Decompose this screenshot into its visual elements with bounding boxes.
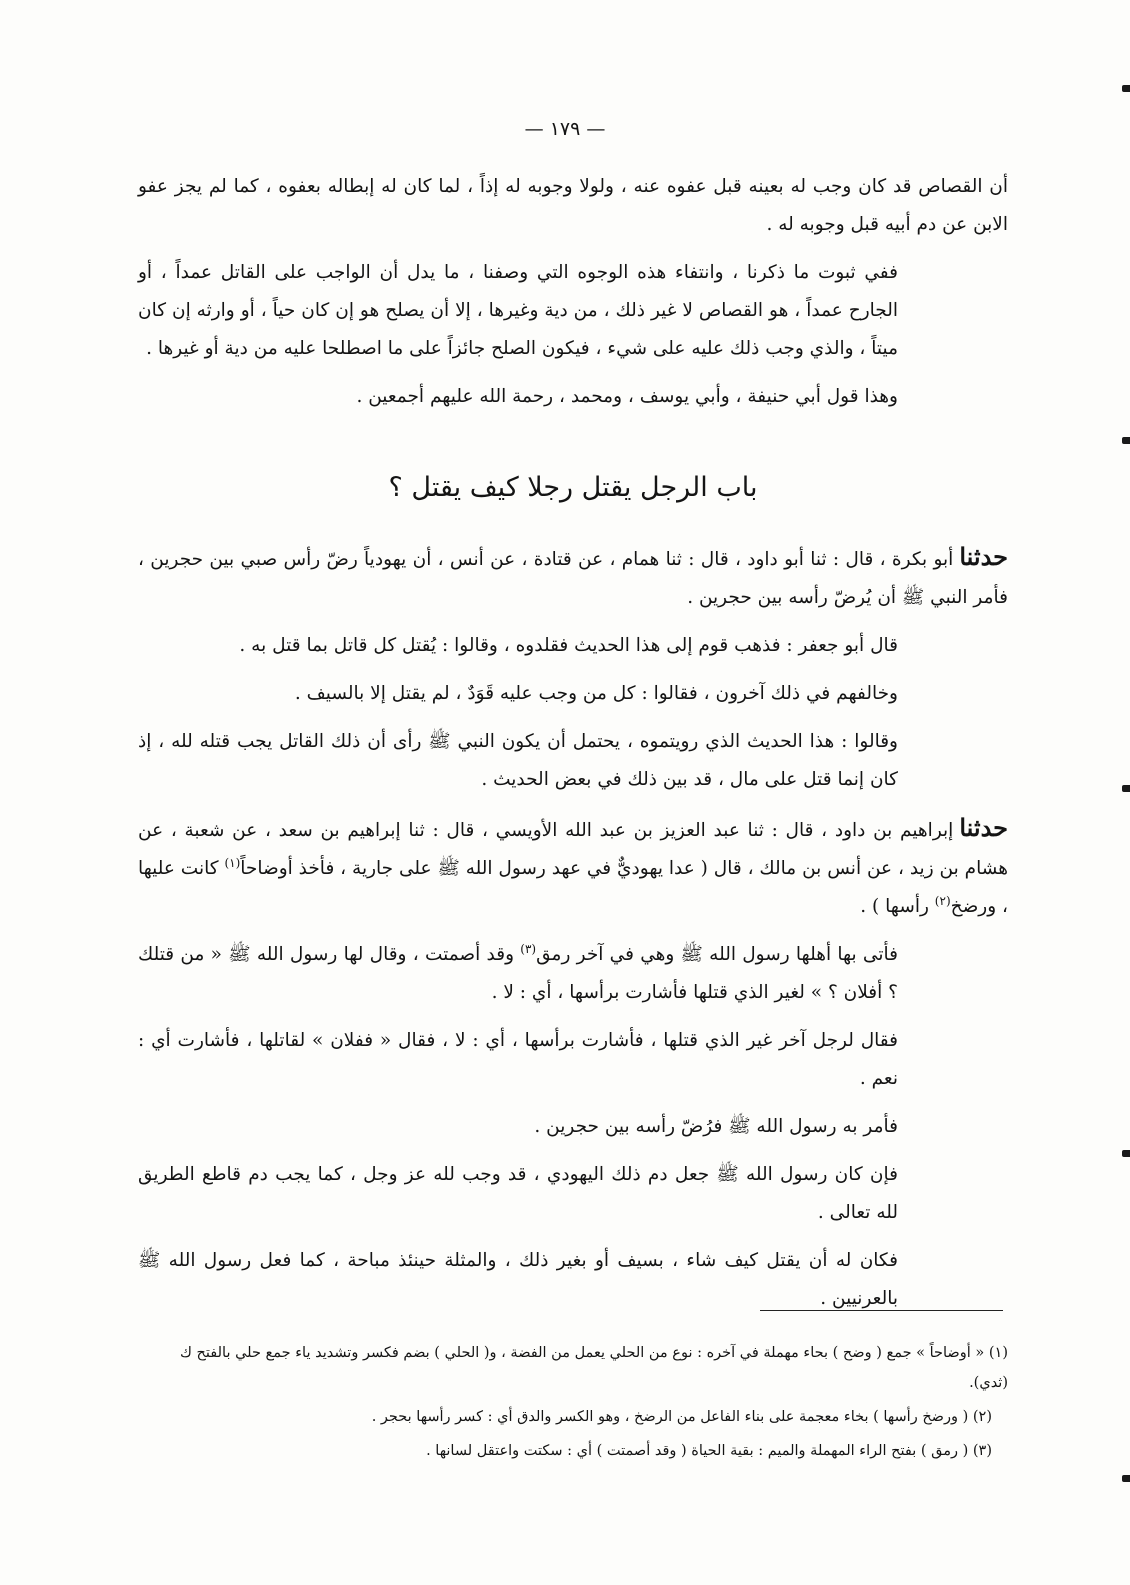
- paragraph: قال أبو جعفر : فذهب قوم إلى هذا الحديث فقلدوه ، وقالوا : يُقتل كل قاتل بما قتل به .: [239, 635, 898, 656]
- footnote: (٢) ( ورضخ رأسها ) بخاء معجمة على بناء الفاعل من الرضخ ، وهو الكسر والدق أي : كسر رأسها بحجر .: [371, 1409, 992, 1425]
- footnote: (١) « أوضاحاً » جمع ( وضح ) بحاء مهملة في آخره : نوع من الحلي يعمل من الفضة ، و( الحلي ) بضم فكسر وتشديد ياء جمع حلي بالفتح ك (ثدي).: [179, 1345, 1008, 1391]
- paragraph: ففي ثبوت ما ذكرنا ، وانتفاء هذه الوجوه التي وصفنا ، ما يدل أن الواجب على القاتل عمداً ، أو الجارح عمداً ، هو القصاص لا غير ذلك ، من دية وغيرها ، إلا أن يصلح هو إن كان حياً ، أو وارثه إن كان ميتاً ، والذي وجب ذلك عليه على شيء ، فيكون الصلح جائزاً على ما اصطلحا عليه من دية أو غيرها .: [138, 262, 898, 359]
- footnote-ref[interactable]: (٣): [520, 941, 537, 956]
- page-number: — ١٧٩ —: [524, 118, 606, 140]
- scan-edge-mark: [1122, 85, 1130, 92]
- footnote-ref[interactable]: (١): [224, 855, 241, 870]
- paragraph: فأمر به رسول الله ﷺ فرُضّ رأسه بين حجرين .: [534, 1116, 898, 1137]
- footnote-divider: [760, 1310, 1003, 1311]
- footnote-ref[interactable]: (٢): [934, 893, 951, 908]
- hadith-paragraph: [138, 538, 1008, 617]
- paragraph-text: إبراهيم بن داود ، قال : ثنا عبد العزيز بن عبد الله الأويسي ، قال : ثنا إبراهيم بن سعد ، عن شعبة ، عن هشام بن زيد ، عن أنس بن مالك ، قال ( عدا يهوديٌّ في عهد رسول الله ﷺ على جارية ، فأخذ أوضاحاً: [138, 820, 1008, 879]
- scan-edge-mark: [1122, 785, 1130, 792]
- paragraph-text: أبو بكرة ، قال : ثنا أبو داود ، قال : ثنا همام ، عن قتادة ، عن أنس ، أن يهودياً رضّ رأس صبي بين حجرين ، فأمر النبي ﷺ أن يُرضّ رأسه بين حجرين .: [138, 549, 1008, 608]
- chapter-heading: باب الرجل يقتل رجلا كيف يقتل ؟: [388, 472, 758, 503]
- footnote: (٣) ( رمق ) بفتح الراء المهملة والميم : بقية الحياة ( وقد أصمتت ) أي : سكتت واعتقل لسانها .: [426, 1443, 992, 1459]
- paragraph-text: كانت عليها ، ورضخ: [138, 858, 1008, 917]
- paragraph: وقالوا : هذا الحديث الذي رويتموه ، يحتمل أن يكون النبي ﷺ رأى أن ذلك القاتل يجب قتله لله ، إذ كان إنما قتل على مال ، قد بين ذلك في بعض الحديث .: [138, 731, 898, 790]
- scan-edge-mark: [1122, 437, 1130, 444]
- paragraph: فكان له أن يقتل كيف شاء ، بسيف أو بغير ذلك ، والمثلة حينئذ مباحة ، كما فعل رسول الله ﷺ بالعرنيين .: [138, 1250, 898, 1309]
- paragraph: أن القصاص قد كان وجب له بعينه قبل عفوه عنه ، ولولا وجوبه له إذاً ، لما كان له إبطاله بعفوه ، كما لم يجز عفو الابن عن دم أبيه قبل وجوبه له .: [138, 176, 1008, 235]
- footnotes: [138, 1338, 1008, 1470]
- hadith-mark: حدثنا: [959, 542, 1008, 571]
- paragraph: وخالفهم في ذلك آخرون ، فقالوا : كل من وجب عليه قَوَدٌ ، لم يقتل إلا بالسيف .: [294, 683, 898, 704]
- paragraph-text: فأتى بها أهلها رسول الله ﷺ وهي في آخر رمق: [536, 944, 898, 965]
- paragraph: فإن كان رسول الله ﷺ جعل دم ذلك اليهودي ، قد وجب لله عز وجل ، كما يجب دم قاطع الطريق لله تعالى .: [138, 1164, 898, 1223]
- scan-edge-mark: [1122, 1475, 1130, 1482]
- hadith-mark: حدثنا: [959, 813, 1008, 842]
- paragraph: وهذا قول أبي حنيفة ، وأبي يوسف ، ومحمد ، رحمة الله عليهم أجمعين .: [356, 386, 898, 407]
- paragraph: [138, 936, 1008, 1012]
- paragraph: فقال لرجل آخر غير الذي قتلها ، فأشارت برأسها ، أي : لا ، فقال « ففلان » لقاتلها ، فأشارت أي : نعم .: [138, 1030, 898, 1089]
- hadith-paragraph: [138, 809, 1008, 926]
- paragraph-text: وقد أصمتت ، وقال لها رسول الله ﷺ « من قتلك ؟ أفلان ؟ » لغير الذي قتلها فأشارت برأسها ، أي : لا .: [138, 944, 898, 1003]
- paragraph-text: رأسها ) .: [860, 896, 929, 917]
- scan-edge-mark: [1122, 1150, 1130, 1157]
- main-text: [138, 168, 1008, 1328]
